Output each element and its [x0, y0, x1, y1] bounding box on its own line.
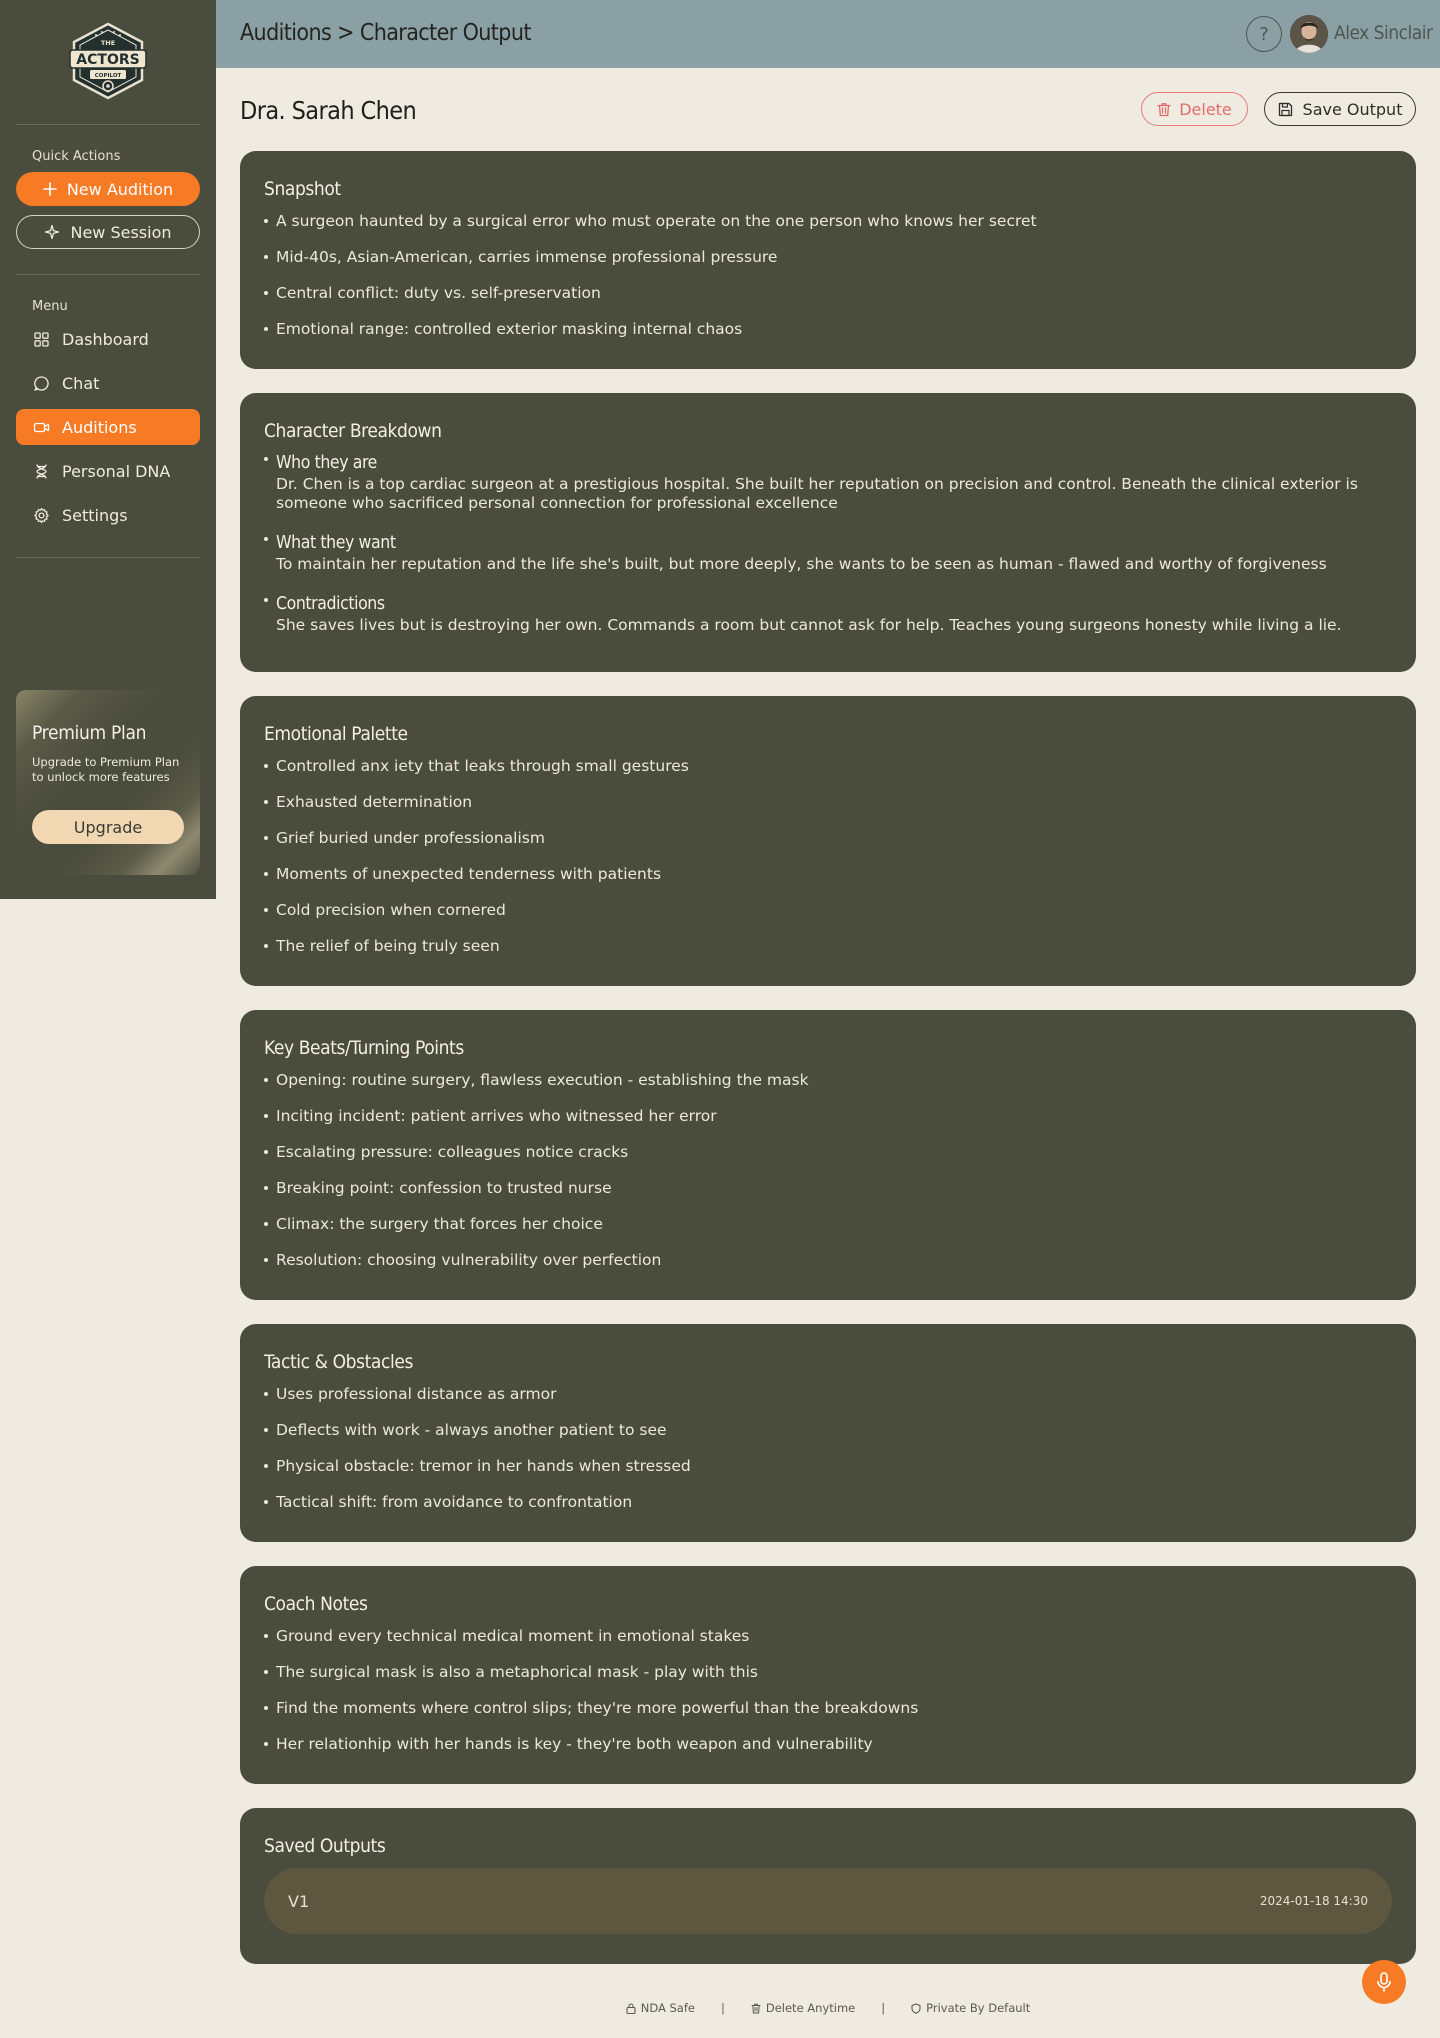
- page-title: Dra. Sarah Chen: [240, 96, 417, 125]
- trash-icon: [1157, 102, 1171, 117]
- sidebar: [0, 0, 216, 899]
- save-icon: [1278, 102, 1293, 117]
- footer-separator: |: [720, 2001, 725, 2015]
- delete-anytime-badge: [751, 2001, 855, 2015]
- upgrade-button[interactable]: Upgrade: [32, 810, 184, 844]
- list-item: Climax: the surgery that forces her choice: [264, 1214, 1392, 1250]
- quick-actions-label: Quick Actions: [32, 149, 121, 164]
- logo-text-copilot: COPILOT: [94, 73, 122, 79]
- breakdown-heading: Contradictions: [276, 594, 385, 614]
- user-name[interactable]: Alex Sinclair: [1334, 22, 1433, 44]
- sidebar-item-auditions[interactable]: [16, 409, 200, 445]
- list-item: A surgeon haunted by a surgical error who must operate on the one person who knows her secret: [264, 211, 1392, 247]
- coach-notes-card: [240, 1566, 1416, 1784]
- nda-safe-label: NDA Safe: [640, 2001, 695, 2015]
- sidebar-item-personal-dna[interactable]: [16, 453, 200, 489]
- saved-output-date: 2024-01-18 14:30: [1259, 1894, 1368, 1908]
- tactics-obstacles-card: [240, 1324, 1416, 1542]
- new-audition-button[interactable]: [16, 172, 200, 206]
- list-item: Exhausted determination: [264, 792, 1392, 828]
- sidebar-divider: [16, 557, 200, 558]
- saved-output-row[interactable]: [264, 1868, 1392, 1934]
- breadcrumb[interactable]: Auditions > Character Output: [240, 20, 531, 46]
- list-item: Inciting incident: patient arrives who witnessed her error: [264, 1106, 1392, 1142]
- sidebar-item-dashboard[interactable]: [16, 321, 200, 357]
- snapshot-card: [240, 151, 1416, 369]
- list-item: Her relationhip with her hands is key - they're both weapon and vulnerability: [264, 1734, 1392, 1770]
- sidebar-item-settings[interactable]: [16, 497, 200, 533]
- list-item: Grief buried under professionalism: [264, 828, 1392, 864]
- logo-text-actors: ACTORS: [76, 52, 140, 68]
- list-item: Tactical shift: from avoidance to confrontation: [264, 1492, 1392, 1528]
- sidebar-item-label: Dashboard: [62, 329, 149, 349]
- list-item: Central conflict: duty vs. self-preservation: [264, 283, 1392, 319]
- breakdown-item: [264, 531, 1392, 574]
- trash-icon: [751, 2003, 761, 2014]
- card-title: Key Beats/Turning Points: [264, 1037, 464, 1059]
- chat-icon: [33, 375, 50, 392]
- card-title: Emotional Palette: [264, 723, 408, 745]
- new-session-label: New Session: [70, 222, 172, 242]
- list-item: Uses professional distance as armor: [264, 1384, 1392, 1420]
- card-title: Snapshot: [264, 178, 341, 200]
- breakdown-body: To maintain her reputation and the life she's built, but more deeply, she wants to be seen as human - flawed and worthy of forgiveness: [276, 555, 1327, 573]
- premium-description: Upgrade to Premium Plan to unlock more features: [32, 755, 180, 784]
- sidebar-item-label: Auditions: [62, 417, 137, 437]
- list-item: Controlled anx iety that leaks through small gestures: [264, 756, 1392, 792]
- delete-anytime-label: Delete Anytime: [765, 2001, 856, 2015]
- menu-label: Menu: [32, 299, 68, 314]
- saved-output-version: V1: [288, 1891, 310, 1911]
- delete-label: Delete: [1179, 99, 1232, 119]
- list-item: Breaking point: confession to trusted nurse: [264, 1178, 1392, 1214]
- premium-title: Premium Plan: [32, 722, 147, 744]
- sidebar-divider: [16, 274, 200, 275]
- list-item: Escalating pressure: colleagues notice cracks: [264, 1142, 1392, 1178]
- private-by-default-badge: [911, 2001, 1030, 2015]
- sidebar-item-chat[interactable]: [16, 365, 200, 401]
- save-output-label: Save Output: [1302, 99, 1403, 119]
- gear-icon: [33, 507, 50, 524]
- breakdown-item: [264, 592, 1392, 635]
- list-item: Moments of unexpected tenderness with patients: [264, 864, 1392, 900]
- dna-icon: [33, 463, 50, 480]
- card-title: Coach Notes: [264, 1593, 368, 1615]
- list-item: Cold precision when cornered: [264, 900, 1392, 936]
- private-by-default-label: Private By Default: [926, 2001, 1031, 2015]
- breakdown-heading: Who they are: [276, 453, 377, 473]
- card-title: Tactic & Obstacles: [264, 1351, 413, 1373]
- plus-icon: [43, 182, 57, 196]
- premium-plan-card: [16, 690, 200, 875]
- microphone-icon: [1374, 1971, 1394, 1993]
- sparkle-icon: [44, 224, 60, 240]
- list-item: The surgical mask is also a metaphorical mask - play with this: [264, 1662, 1392, 1698]
- footer: [216, 1998, 1440, 2018]
- card-title: Saved Outputs: [264, 1835, 386, 1857]
- list-item: Ground every technical medical moment in emotional stakes: [264, 1626, 1392, 1662]
- shield-icon: [911, 2003, 921, 2014]
- list-item: The relief of being truly seen: [264, 936, 1392, 972]
- nda-safe-badge: [626, 2001, 695, 2015]
- list-item: Find the moments where control slips; they're more powerful than the breakdowns: [264, 1698, 1392, 1734]
- help-icon: ?: [1259, 23, 1269, 45]
- list-item: Opening: routine surgery, flawless execution - establishing the mask: [264, 1070, 1392, 1106]
- user-avatar-icon: [1290, 15, 1328, 53]
- key-beats-card: [240, 1010, 1416, 1300]
- help-button[interactable]: [1246, 16, 1282, 52]
- actors-copilot-logo[interactable]: [66, 22, 150, 100]
- footer-separator: |: [881, 2001, 886, 2015]
- list-item: Emotional range: controlled exterior masking internal chaos: [264, 319, 1392, 355]
- breakdown-body: She saves lives but is destroying her own. Commands a room but cannot ask for help. Teaches young surgeons honesty while living a lie.: [276, 616, 1342, 634]
- save-output-button[interactable]: [1264, 92, 1416, 126]
- list-item: Physical obstacle: tremor in her hands when stressed: [264, 1456, 1392, 1492]
- avatar[interactable]: [1290, 15, 1328, 53]
- delete-button[interactable]: [1141, 92, 1248, 126]
- logo-text-the: THE: [100, 39, 116, 47]
- sidebar-item-label: Chat: [62, 373, 100, 393]
- sidebar-item-label: Personal DNA: [62, 461, 171, 481]
- list-item: Deflects with work - always another patient to see: [264, 1420, 1392, 1456]
- new-session-button[interactable]: [16, 215, 200, 249]
- new-audition-label: New Audition: [66, 179, 174, 199]
- saved-outputs-card: [240, 1808, 1416, 1964]
- card-title: Character Breakdown: [264, 420, 442, 442]
- breakdown-body: Dr. Chen is a top cardiac surgeon at a prestigious hospital. She built her reputation on precision and control. Beneath the clinical exterior is someone who sacrificed personal connection for professional excellence: [276, 475, 1358, 512]
- video-icon: [33, 419, 50, 436]
- top-header: [216, 0, 1440, 68]
- list-item: Resolution: choosing vulnerability over perfection: [264, 1250, 1392, 1286]
- sidebar-item-label: Settings: [62, 505, 128, 525]
- grid-icon: [33, 331, 50, 348]
- list-item: Mid-40s, Asian-American, carries immense professional pressure: [264, 247, 1392, 283]
- sidebar-divider: [16, 124, 200, 125]
- character-breakdown-card: [240, 393, 1416, 672]
- breakdown-item: [264, 451, 1392, 513]
- lock-icon: [626, 2003, 636, 2014]
- emotional-palette-card: [240, 696, 1416, 986]
- breakdown-heading: What they want: [276, 533, 396, 553]
